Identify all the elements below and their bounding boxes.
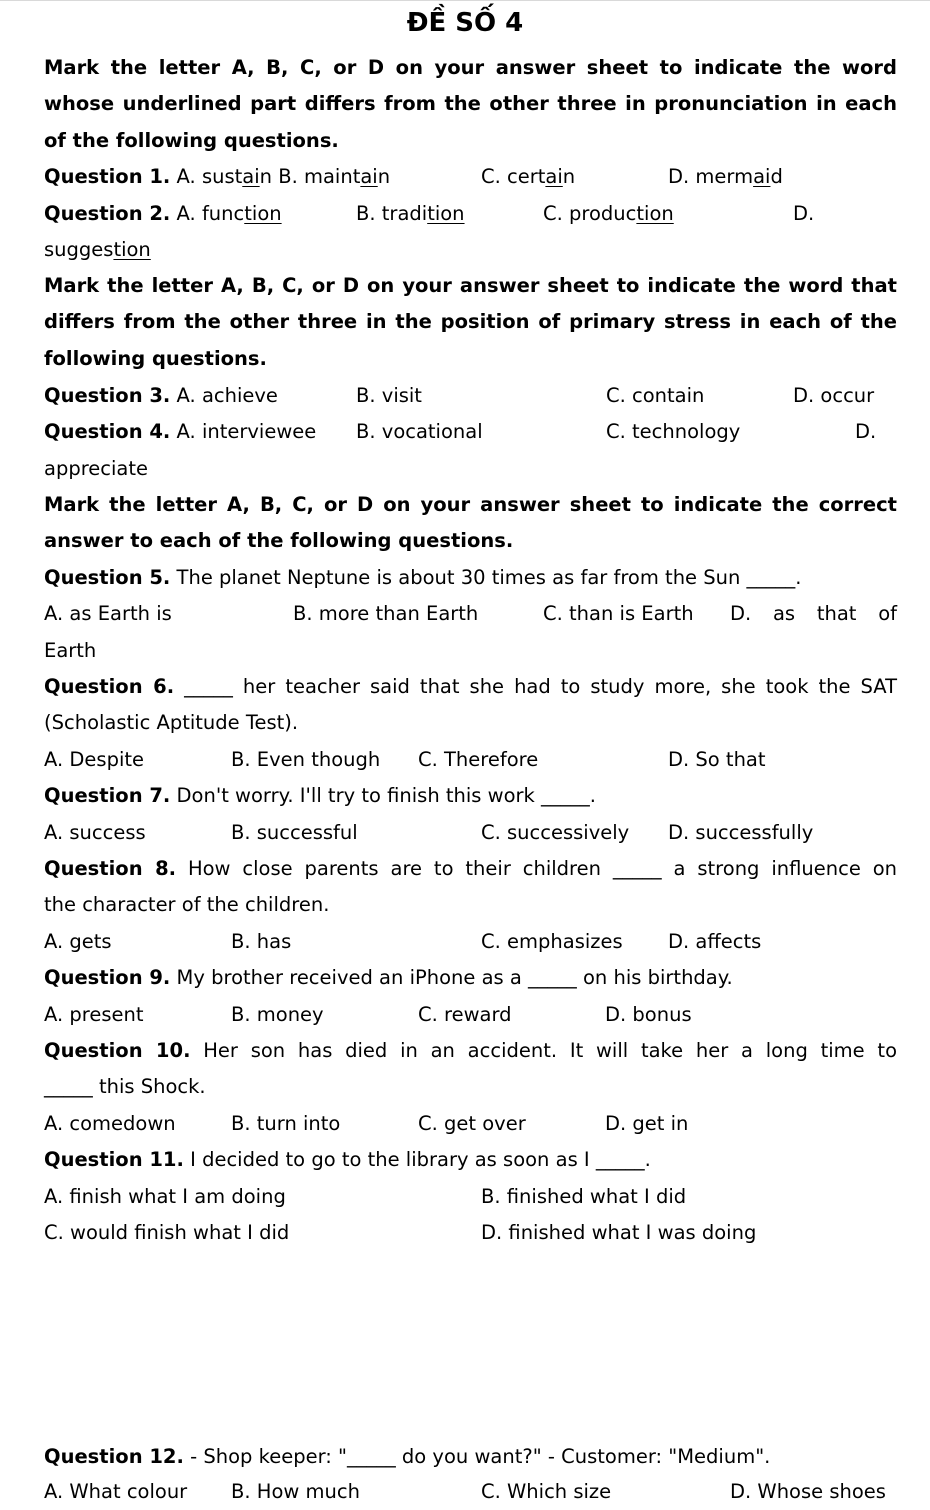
question-6-stem: _____ her teacher said that she had to study more, she took the SAT bbox=[184, 675, 897, 698]
q10-option-d: D. get in bbox=[605, 1112, 689, 1135]
q2-option-c: C. production bbox=[543, 202, 674, 225]
question-2-label: Question 2. bbox=[44, 202, 171, 225]
question-6-stem-cont: (Scholastic Aptitude Test). bbox=[44, 711, 299, 734]
q1-option-a: A. sustain bbox=[176, 165, 272, 188]
question-10-stem: Her son has died in an accident. It will take her a long time to bbox=[203, 1039, 897, 1062]
q11-option-a: A. finish what I am doing bbox=[44, 1185, 286, 1208]
question-3-label: Question 3. bbox=[44, 384, 171, 407]
q11-option-c: C. would finish what I did bbox=[44, 1221, 290, 1244]
question-8-continued bbox=[44, 887, 897, 923]
question-10 bbox=[44, 1033, 897, 1069]
question-9-label: Question 9. bbox=[44, 966, 171, 989]
question-5-options bbox=[44, 596, 897, 632]
q3-option-a: A. achieve bbox=[176, 384, 278, 407]
q4-option-d: D. bbox=[855, 420, 877, 443]
q2-option-d-underlined: tion bbox=[113, 238, 151, 261]
question-2 bbox=[44, 196, 897, 232]
question-4-text bbox=[44, 414, 316, 450]
question-5-text bbox=[44, 560, 802, 596]
question-12-options bbox=[44, 1474, 897, 1510]
q5-option-d-word: Earth bbox=[44, 639, 97, 662]
question-9-stem: My brother received an iPhone as a _____ on his birthday. bbox=[176, 966, 733, 989]
q8-option-b: B. has bbox=[231, 930, 292, 953]
question-5-stem: The planet Neptune is about 30 times as far from the Sun _____. bbox=[176, 566, 802, 589]
question-11-options-cd bbox=[44, 1215, 897, 1251]
q4-option-c: C. technology bbox=[606, 420, 741, 443]
q6-option-a: A. Despite bbox=[44, 748, 145, 771]
q1-option-b: B. maintain bbox=[278, 165, 391, 188]
q7-option-c: C. successively bbox=[481, 821, 630, 844]
q2-option-a: A. function bbox=[176, 202, 282, 225]
question-9-text bbox=[44, 960, 733, 996]
question-9-options bbox=[44, 997, 897, 1033]
q8-option-c: C. emphasizes bbox=[481, 930, 623, 953]
q1-option-a-underlined: ai bbox=[242, 165, 260, 188]
question-7-stem: Don't worry. I'll try to finish this work _____. bbox=[176, 784, 596, 807]
q4-option-b: B. vocational bbox=[356, 420, 483, 443]
question-4 bbox=[44, 414, 897, 450]
q1-option-d: D. mermaid bbox=[668, 165, 783, 188]
question-5 bbox=[44, 560, 897, 596]
q3-option-b: B. visit bbox=[356, 384, 422, 407]
q2-option-a-underlined: tion bbox=[244, 202, 282, 225]
q3-option-c: C. contain bbox=[606, 384, 705, 407]
q1-option-d-underlined: ai bbox=[753, 165, 771, 188]
question-2-continued bbox=[44, 232, 897, 268]
q2-option-d: D. bbox=[793, 202, 815, 225]
question-10-stem-cont: _____ this Shock. bbox=[44, 1075, 206, 1098]
question-10-options bbox=[44, 1106, 897, 1142]
q2-option-d-word: suggestion bbox=[44, 238, 151, 261]
q6-option-b: B. Even though bbox=[231, 748, 381, 771]
question-3 bbox=[44, 378, 897, 414]
q6-option-d: D. So that bbox=[668, 748, 766, 771]
question-1 bbox=[44, 159, 897, 195]
question-8-text bbox=[44, 851, 897, 887]
question-10-continued bbox=[44, 1069, 897, 1105]
q2-option-c-underlined: tion bbox=[636, 202, 674, 225]
q6-option-c: C. Therefore bbox=[418, 748, 539, 771]
question-4-continued bbox=[44, 451, 897, 487]
q7-option-b: B. successful bbox=[231, 821, 358, 844]
question-8 bbox=[44, 851, 897, 887]
q9-option-c: C. reward bbox=[418, 1003, 512, 1026]
question-5-continued bbox=[44, 633, 897, 669]
question-1-label: Question 1. bbox=[44, 165, 171, 188]
question-11-text bbox=[44, 1142, 651, 1178]
question-6-label: Question 6. bbox=[44, 675, 175, 698]
q11-option-d: D. finished what I was doing bbox=[481, 1221, 757, 1244]
q8-option-a: A. gets bbox=[44, 930, 112, 953]
question-11-label: Question 11. bbox=[44, 1148, 184, 1171]
q10-option-b: B. turn into bbox=[231, 1112, 341, 1135]
q5-option-d: D. as that of bbox=[730, 602, 897, 625]
question-8-stem-cont: the character of the children. bbox=[44, 893, 330, 916]
page-title: ĐỀ SỐ 4 bbox=[406, 8, 524, 38]
question-8-stem: How close parents are to their children _____ a strong influence on bbox=[187, 857, 898, 880]
q1-option-c-underlined: ai bbox=[545, 165, 563, 188]
question-5-label: Question 5. bbox=[44, 566, 171, 589]
question-10-text bbox=[44, 1033, 897, 1069]
q4-option-d-word: appreciate bbox=[44, 457, 149, 480]
top-divider bbox=[0, 0, 930, 1]
q9-option-d: D. bonus bbox=[605, 1003, 692, 1026]
q9-option-b: B. money bbox=[231, 1003, 324, 1026]
q2-option-b-underlined: tion bbox=[427, 202, 465, 225]
q3-option-d: D. occur bbox=[793, 384, 875, 407]
q2-option-b: B. tradition bbox=[356, 202, 465, 225]
q12-option-a: A. What colour bbox=[44, 1480, 188, 1503]
q10-option-a: A. comedown bbox=[44, 1112, 176, 1135]
question-12-label: Question 12. bbox=[44, 1445, 184, 1468]
q7-option-d: D. successfully bbox=[668, 821, 814, 844]
section-stress-instruction: Mark the letter A, B, C, or D on your answer sheet to indicate the word that differs from the other three in the position of primary stress in each of the following questions. bbox=[44, 274, 897, 370]
question-7-options bbox=[44, 815, 897, 851]
question-11 bbox=[44, 1142, 897, 1178]
q5-option-a: A. as Earth is bbox=[44, 602, 172, 625]
q11-option-b: B. finished what I did bbox=[481, 1185, 687, 1208]
q12-option-c: C. Which size bbox=[481, 1480, 612, 1503]
question-10-label: Question 10. bbox=[44, 1039, 191, 1062]
q8-option-d: D. affects bbox=[668, 930, 762, 953]
question-6-text bbox=[44, 669, 897, 705]
q5-option-c: C. than is Earth bbox=[543, 602, 694, 625]
section-pronunciation-instruction: Mark the letter A, B, C, or D on your answer sheet to indicate the word whose underlined part differs from the other three in pronunciation in each of the following questions. bbox=[44, 56, 897, 152]
section-correct-answer-instruction: Mark the letter A, B, C, or D on your answer sheet to indicate the correct answer to each of the following questions. bbox=[44, 493, 897, 553]
question-6-continued bbox=[44, 705, 897, 741]
question-11-stem: I decided to go to the library as soon as I _____. bbox=[190, 1148, 651, 1171]
q4-option-a: A. interviewee bbox=[176, 420, 317, 443]
question-12-text bbox=[44, 1439, 770, 1475]
question-8-options bbox=[44, 924, 897, 960]
q12-option-d: D. Whose shoes bbox=[730, 1480, 886, 1503]
question-6 bbox=[44, 669, 897, 705]
question-9 bbox=[44, 960, 897, 996]
question-3-text bbox=[44, 378, 278, 414]
q1-option-c: C. certain bbox=[481, 165, 576, 188]
question-2-text bbox=[44, 196, 282, 232]
question-12 bbox=[44, 1439, 897, 1475]
question-7 bbox=[44, 778, 897, 814]
question-1-text bbox=[44, 159, 390, 195]
q10-option-c: C. get over bbox=[418, 1112, 526, 1135]
question-12-stem: - Shop keeper: "_____ do you want?" - Customer: "Medium". bbox=[190, 1445, 771, 1468]
question-6-options bbox=[44, 742, 897, 778]
question-7-text bbox=[44, 778, 596, 814]
question-4-label: Question 4. bbox=[44, 420, 171, 443]
question-7-label: Question 7. bbox=[44, 784, 171, 807]
q7-option-a: A. success bbox=[44, 821, 146, 844]
q5-option-b: B. more than Earth bbox=[293, 602, 479, 625]
question-11-options-ab bbox=[44, 1179, 897, 1215]
question-8-label: Question 8. bbox=[44, 857, 177, 880]
q1-option-b-underlined: ai bbox=[360, 165, 378, 188]
q12-option-b: B. How much bbox=[231, 1480, 360, 1503]
q9-option-a: A. present bbox=[44, 1003, 144, 1026]
